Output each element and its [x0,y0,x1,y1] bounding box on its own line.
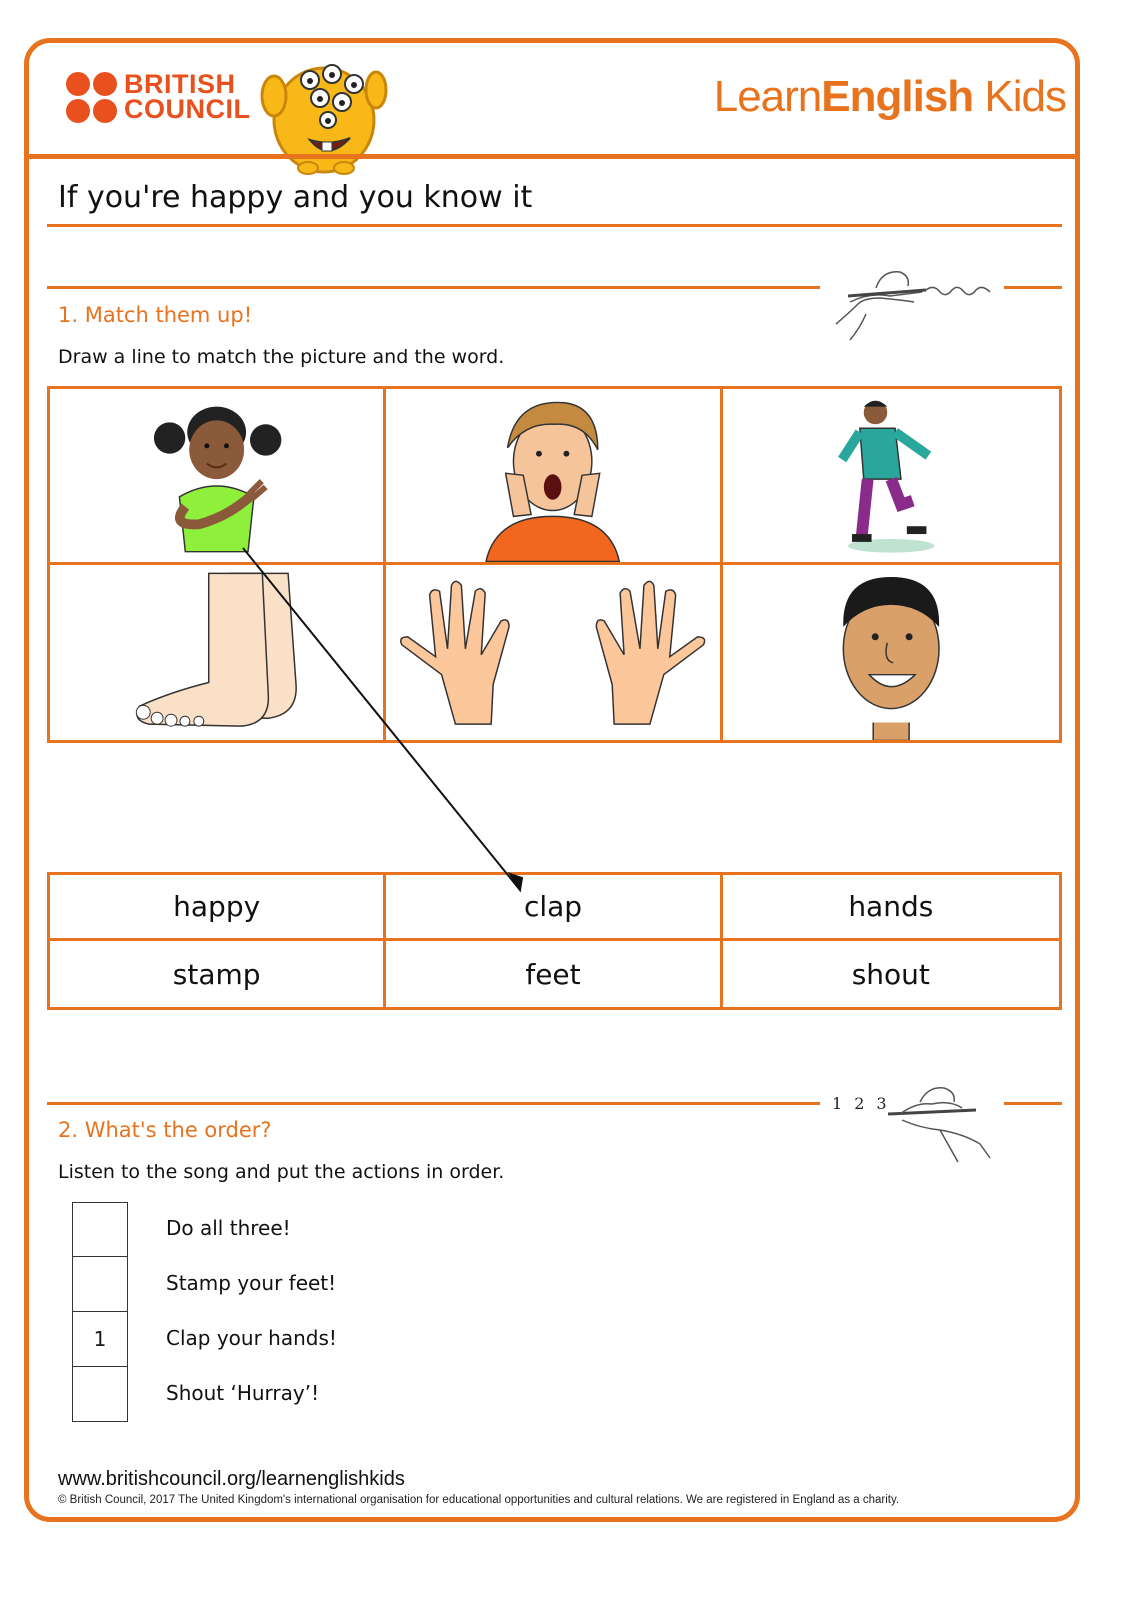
counter-digits: 123 [832,1094,899,1113]
word-stamp[interactable]: stamp [50,941,386,1007]
word-feet[interactable]: feet [386,941,722,1007]
worksheet-title: If you're happy and you know it [58,180,533,215]
picture-hands[interactable] [386,565,722,741]
section2-rule-left [47,1102,820,1105]
word-shout[interactable]: shout [851,957,930,991]
british-council-wordmark: BRITISH COUNCIL [124,69,251,124]
word-hands[interactable]: hands [723,875,1059,941]
order-item-text: Shout ‘Hurray’! [166,1381,320,1405]
word-grid [47,872,1062,1010]
order-item-text: Do all three! [166,1216,291,1240]
order-item-text: Clap your hands! [166,1326,337,1350]
section2-rule-right [1004,1102,1062,1105]
learnenglish-kids-logo: LearnEnglish Kids [713,72,1066,121]
exercise2-instruction: Listen to the song and put the actions in order. [58,1161,505,1183]
exercise1-instruction: Draw a line to match the picture and the word. [58,346,505,368]
picture-boy-shouting[interactable] [386,389,722,565]
order-number-box[interactable]: 1 [72,1312,128,1367]
footer-url[interactable]: www.britishcouncil.org/learnenglishkids [58,1468,405,1490]
picture-girl-clapping[interactable] [50,389,386,565]
order-number-box[interactable] [72,1367,128,1422]
picture-grid [47,386,1062,743]
exercise2-heading: 2. What's the order? [58,1118,272,1142]
british-council-logo [66,69,256,128]
picture-boy-stamping[interactable] [723,389,1059,565]
hand-drawing-line-icon [830,262,998,344]
picture-feet[interactable] [50,565,386,741]
british-council-dots-icon [66,72,118,124]
footer-copyright: © British Council, 2017 The United Kingdom's international organisation for educational opportunities and cultural relations. We are registered in England as a charity. [58,1494,900,1506]
header-divider [24,154,1080,159]
word-happy[interactable]: happy [50,875,386,941]
title-underline [47,224,1062,227]
picture-happy-face[interactable] [723,565,1059,741]
order-number-box[interactable] [72,1257,128,1312]
worksheet-frame [24,38,1080,1522]
hand-writing-numbers-icon [880,1080,996,1164]
exercise1-heading: 1. Match them up! [58,303,253,327]
order-item-text: Stamp your feet! [166,1271,337,1295]
section1-rule-left [47,286,820,289]
section1-rule-right [1004,286,1062,289]
word-clap[interactable]: clap [386,875,722,941]
order-number-box[interactable] [72,1202,128,1257]
